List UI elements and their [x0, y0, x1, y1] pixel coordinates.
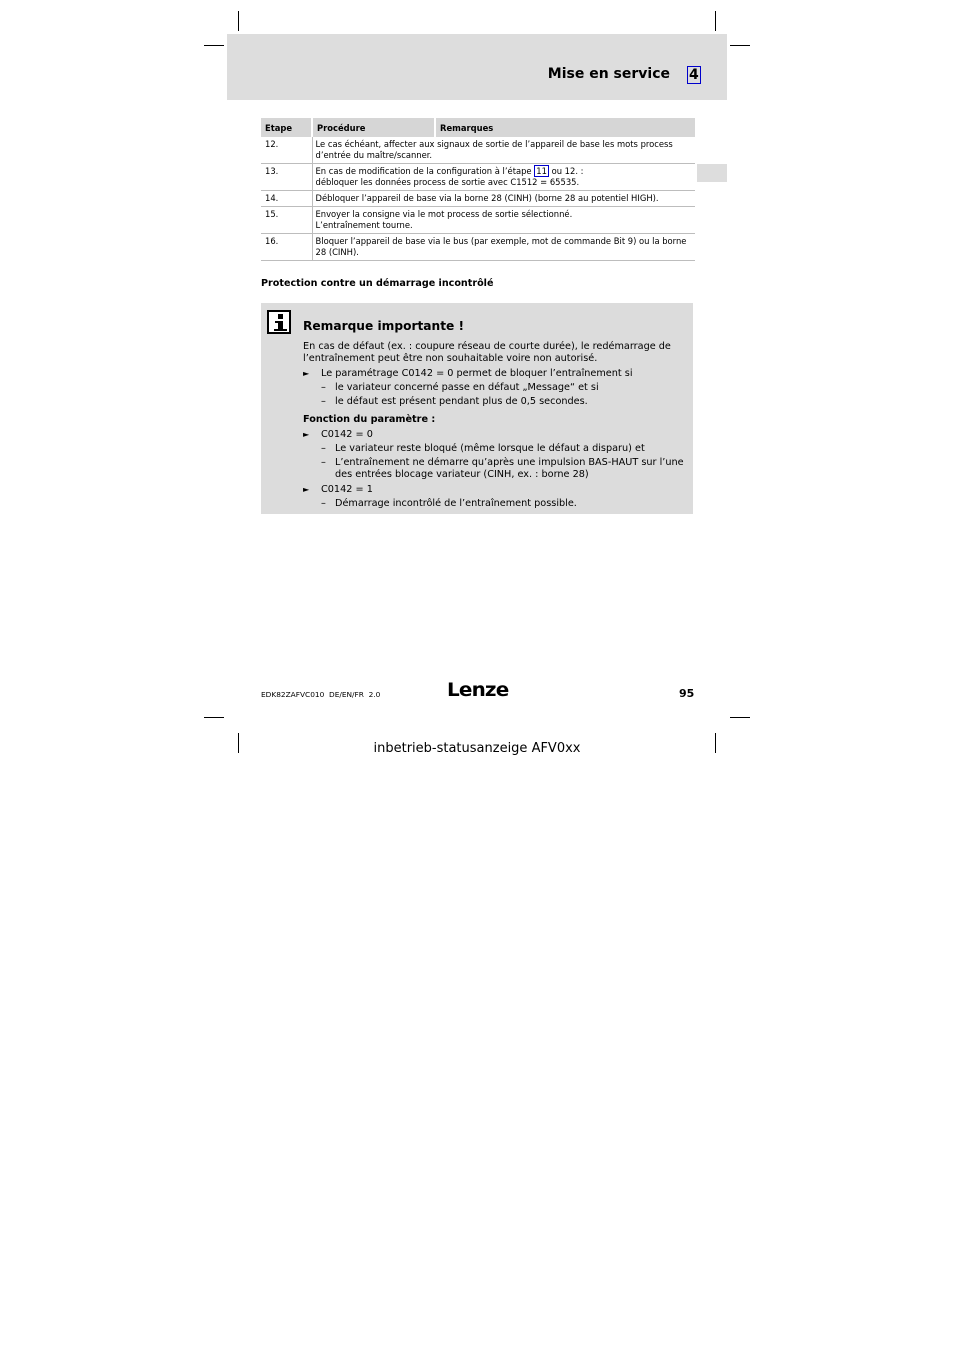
step-line: 28 (CINH).	[315, 247, 359, 257]
step-text: En cas de modification de la configuration à l’étape	[315, 166, 535, 176]
note-title: Remarque importante !	[303, 319, 465, 333]
list-item-text: des entrées blocage variateur (CINH, ex. : borne 28)	[335, 469, 589, 480]
list-item	[303, 457, 687, 481]
column-header-step: Etape	[261, 118, 312, 137]
note-body	[303, 341, 687, 510]
info-icon	[267, 310, 291, 334]
page-number: 95	[679, 687, 695, 700]
step-number: 12.	[261, 137, 312, 164]
step-line: Débloquer l’appareil de base via la borne 28 (CINH) (borne 28 au potentiel HIGH).	[315, 193, 659, 203]
table-header-row	[261, 118, 695, 137]
step-procedure	[312, 234, 695, 261]
page-header	[227, 34, 727, 100]
step-text: ou 12. :	[548, 166, 584, 176]
step-procedure	[312, 207, 695, 234]
list-item-text: L’entraînement ne démarre qu’après une impulsion BAS-HAUT sur l’une	[335, 457, 684, 468]
lenze-logo: Lenze	[447, 679, 509, 701]
step-line: Bloquer l’appareil de base via le bus (par exemple, mot de commande Bit 9) ou la borne	[315, 236, 687, 246]
step-line: débloquer les données process de sortie avec C1512 = 65535.	[315, 177, 580, 187]
step-number: 16.	[261, 234, 312, 261]
crop-mark-right-bottom	[730, 717, 750, 718]
list-item	[303, 498, 687, 510]
step-reference-link[interactable]: 11	[536, 166, 547, 176]
note-subheading: Fonction du paramètre :	[303, 414, 436, 425]
list-item-text: Démarrage incontrôlé de l’entraînement possible.	[335, 498, 577, 509]
column-header-remarks: Remarques	[435, 118, 695, 137]
note-intro: l’entraînement peut être non souhaitable voire non autorisé.	[303, 353, 598, 364]
step-line: L’entraînement tourne.	[315, 220, 413, 230]
step-line: Envoyer la consigne via le mot process de sortie sélectionné.	[315, 209, 573, 219]
important-note	[261, 303, 693, 514]
step-line: Le cas échéant, affecter aux signaux de sortie de l’appareil de base les mots process	[315, 139, 673, 149]
table-row	[261, 191, 695, 207]
procedure-table	[261, 118, 695, 261]
table-row	[261, 137, 695, 164]
list-item	[303, 484, 687, 496]
dash-marker: –	[321, 443, 326, 454]
crop-mark-top-right	[715, 11, 716, 31]
bullet-arrow-icon: ►	[303, 485, 310, 494]
column-header-procedure: Procédure	[312, 118, 435, 137]
table-row	[261, 207, 695, 234]
crop-mark-left-top	[204, 45, 224, 46]
dash-marker: –	[321, 457, 326, 468]
list-item	[303, 443, 687, 455]
chapter-side-tab	[697, 164, 727, 182]
list-item	[303, 429, 687, 441]
image-caption: inbetrieb-statusanzeige AFV0xx	[373, 741, 581, 756]
step-number: 15.	[261, 207, 312, 234]
list-item-text: le défaut est présent pendant plus de 0,5 secondes.	[335, 396, 588, 407]
dash-marker: –	[321, 498, 326, 509]
step-procedure	[312, 164, 695, 191]
bullet-arrow-icon: ►	[303, 430, 310, 439]
dash-marker: –	[321, 382, 326, 393]
step-procedure	[312, 137, 695, 164]
page-title: Mise en service	[547, 66, 670, 82]
step-procedure	[312, 191, 695, 207]
crop-mark-top-left	[238, 11, 239, 31]
step-line: d’entrée du maître/scanner.	[315, 150, 433, 160]
bullet-arrow-icon: ►	[303, 369, 310, 378]
list-item-text: C0142 = 0	[321, 429, 373, 440]
step-number: 13.	[261, 164, 312, 191]
step-number: 14.	[261, 191, 312, 207]
crop-mark-right-top	[730, 45, 750, 46]
list-item-text: C0142 = 1	[321, 484, 373, 495]
section-heading: Protection contre un démarrage incontrôlé	[261, 278, 494, 289]
list-item-text: Le paramétrage C0142 = 0 permet de bloquer l’entraînement si	[321, 368, 633, 379]
dash-marker: –	[321, 396, 326, 407]
list-item-text: Le variateur reste bloqué (même lorsque le défaut a disparu) et	[335, 443, 645, 454]
table-row	[261, 234, 695, 261]
list-item	[303, 382, 687, 394]
list-item	[303, 396, 687, 408]
table-row	[261, 164, 695, 191]
note-intro: En cas de défaut (ex. : coupure réseau de courte durée), le redémarrage de	[303, 341, 671, 352]
step-line	[316, 166, 693, 177]
document-id: EDK82ZAFVC010 DE/EN/FR 2.0	[261, 690, 381, 699]
list-item	[303, 368, 687, 380]
crop-mark-left-bottom	[204, 717, 224, 718]
list-item-text: le variateur concerné passe en défaut „Message“ et si	[335, 382, 599, 393]
chapter-number-link[interactable]: 4	[689, 67, 699, 83]
